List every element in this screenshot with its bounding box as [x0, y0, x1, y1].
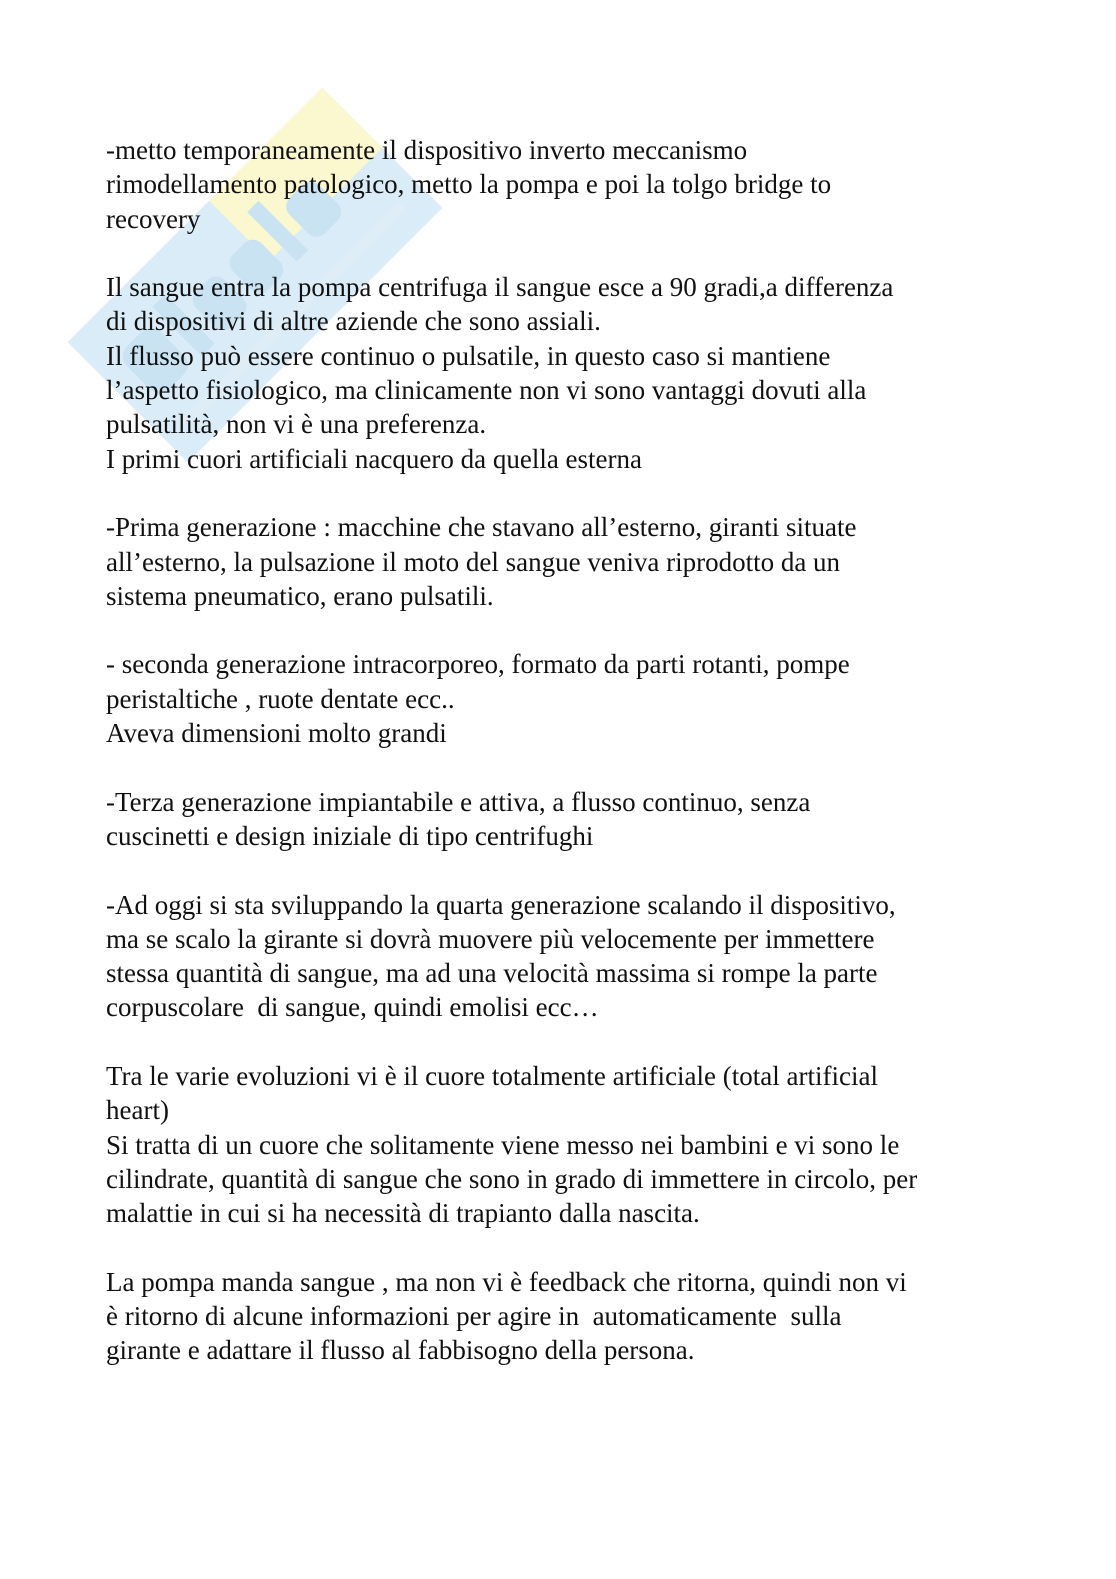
text-line: -metto temporaneamente il dispositivo inverto meccanismo [106, 135, 748, 165]
document-body [106, 133, 1066, 1368]
blank-line [106, 750, 1066, 784]
text-line: malattie in cui si ha necessità di trapianto dalla nascita. [106, 1198, 700, 1229]
text-line: cuscinetti e design iniziale di tipo centrifughi [106, 820, 594, 851]
blank-line [106, 236, 1066, 270]
text-line: -Ad oggi si sta sviluppando la quarta generazione scalando il dispositivo, [106, 889, 896, 920]
text-line: corpuscolare di sangue, quindi emolisi ecc… [106, 992, 599, 1023]
blank-line [106, 476, 1066, 510]
blank-line [106, 853, 1066, 887]
blank-line [106, 1025, 1066, 1059]
text-line: all’esterno, la pulsazione il moto del sangue veniva riprodotto da un [106, 546, 841, 577]
text-line: I primi cuori artificiali nacquero da quella esterna [106, 443, 643, 474]
blank-line [106, 1231, 1066, 1265]
text-line: ma se scalo la girante si dovrà muovere più velocemente per immettere [106, 923, 875, 954]
text-line: l’aspetto fisiologico, ma clinicamente non vi sono vantaggi dovuti alla [106, 375, 867, 406]
text-line: -Prima generazione : macchine che stavano all’esterno, giranti situate [106, 512, 857, 543]
text-line: heart) [106, 1095, 169, 1126]
text-line: - seconda generazione intracorporeo, formato da parti rotanti, pompe [106, 649, 850, 680]
text-line: di dispositivi di altre aziende che sono assiali. [106, 306, 601, 337]
text-line: pulsatilità, non vi è una preferenza. [106, 409, 487, 440]
blank-line [106, 613, 1066, 647]
text-line: stessa quantità di sangue, ma ad una velocità massima si rompe la parte [106, 958, 878, 989]
text-line: -Terza generazione impiantabile e attiva, a flusso continuo, senza [106, 786, 811, 817]
text-line: Si tratta di un cuore che solitamente viene messo nei bambini e vi sono le [106, 1129, 900, 1160]
text-line: Il flusso può essere continuo o pulsatile, in questo caso si mantiene [106, 340, 831, 371]
text-line: cilindrate, quantità di sangue che sono in grado di immettere in circolo, per [106, 1163, 918, 1194]
text-line: recovery [106, 203, 201, 234]
text-line: sistema pneumatico, erano pulsatili. [106, 580, 494, 611]
text-line: peristaltiche , ruote dentate ecc.. [106, 683, 455, 714]
text-line: Il sangue entra la pompa centrifuga il sangue esce a 90 gradi,a differenza [106, 272, 894, 303]
text-line: Aveva dimensioni molto grandi [106, 718, 447, 749]
text-line: Tra le varie evoluzioni vi è il cuore totalmente artificiale (total artificial [106, 1061, 878, 1092]
text-line: rimodellamento patologico, metto la pompa e poi la tolgo bridge to [106, 169, 832, 200]
text-line: è ritorno di alcune informazioni per agire in automaticamente sulla [106, 1301, 842, 1332]
text-line: girante e adattare il flusso al fabbisogno della persona. [106, 1335, 695, 1366]
text-line: La pompa manda sangue , ma non vi è feedback che ritorna, quindi non vi [106, 1266, 907, 1297]
